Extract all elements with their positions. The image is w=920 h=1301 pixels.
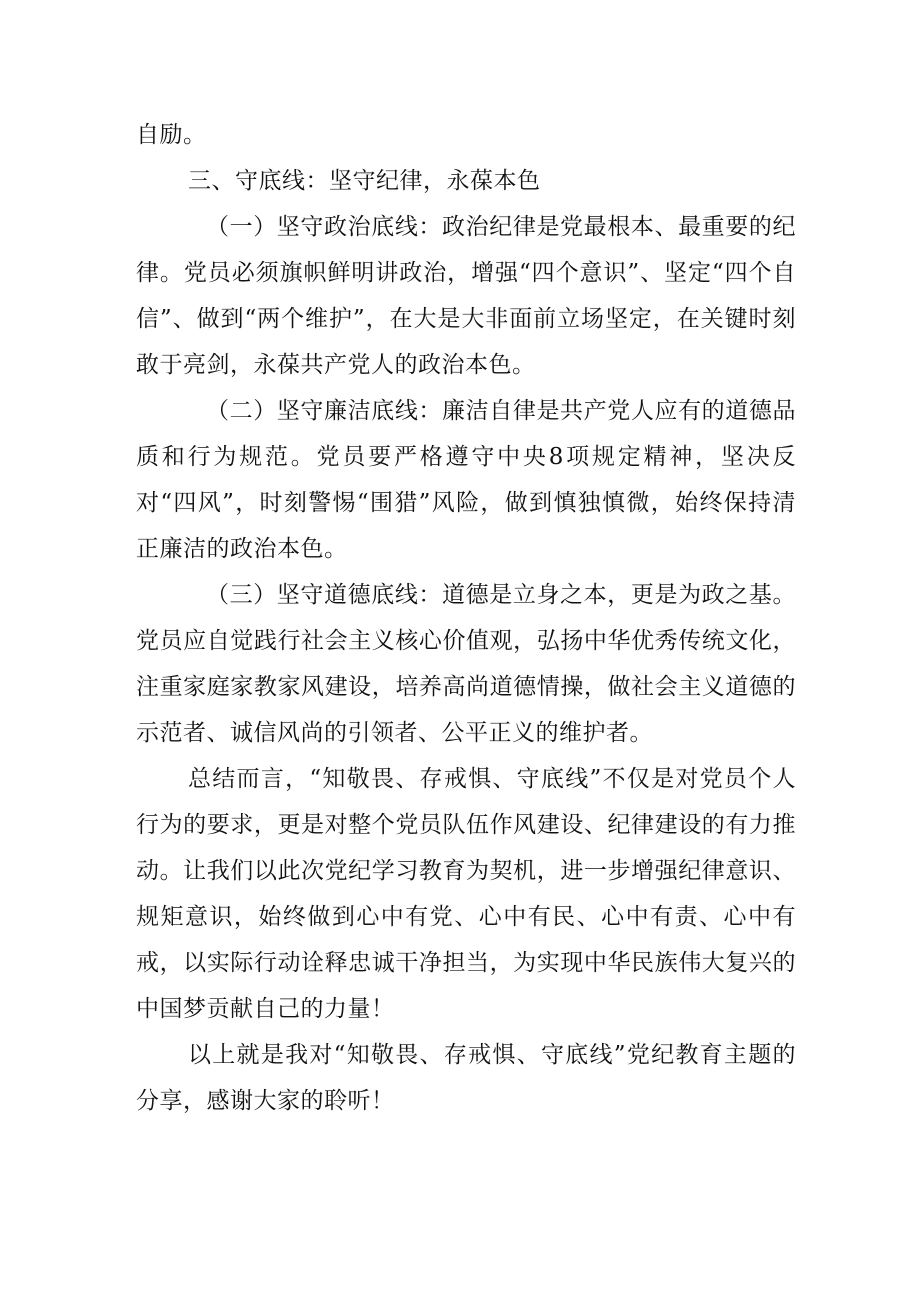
paragraph-integrity-bottom-line: （二）坚守廉洁底线：廉洁自律是共产党人应有的道德品质和行为规范。党员要严格遵守中央8项规定精神，坚决反对“四风”，时刻警惕“围猎”风险，做到慎独慎微，始终保持清正廉洁的政治本色。 bbox=[136, 398, 796, 562]
paragraph-moral-bottom-line: （三）坚守道德底线：道德是立身之本，更是为政之基。党员应自觉践行社会主义核心价值观，弘扬中华优秀传统文化，注重家庭家教家风建设，培养高尚道德情操，做社会主义道德的示范者、诚信风尚的引领者、公平正义的维护者。 bbox=[136, 582, 796, 746]
paragraph-continuation: 自励。 bbox=[136, 122, 207, 148]
paragraph-political-bottom-line: （一）坚守政治底线：政治纪律是党最根本、最重要的纪律。党员必须旗帜鲜明讲政治，增强“四个意识”、坚定“四个自信”、做到“两个维护”，在大是大非面前立场坚定，在关键时刻敢于亮剑，永葆共产党人的政治本色。 bbox=[136, 214, 796, 378]
paragraph-conclusion: 总结而言，“知敬畏、存戒惧、守底线”不仅是对党员个人行为的要求，更是对整个党员队伍作风建设、纪律建设的有力推动。让我们以此次党纪学习教育为契机，进一步增强纪律意识、规矩意识，始终做到心中有党、心中有民、心中有责、心中有戒，以实际行动诠释忠诚干净担当，为实现中华民族伟大复兴的中国梦贡献自己的力量！ bbox=[136, 766, 796, 1022]
paragraph-closing: 以上就是我对“知敬畏、存戒惧、守底线”党纪教育主题的分享，感谢大家的聆听！ bbox=[136, 1042, 796, 1114]
document-body bbox=[136, 112, 796, 1124]
section-heading: 三、守底线：坚守纪律，永葆本色 bbox=[188, 168, 541, 194]
